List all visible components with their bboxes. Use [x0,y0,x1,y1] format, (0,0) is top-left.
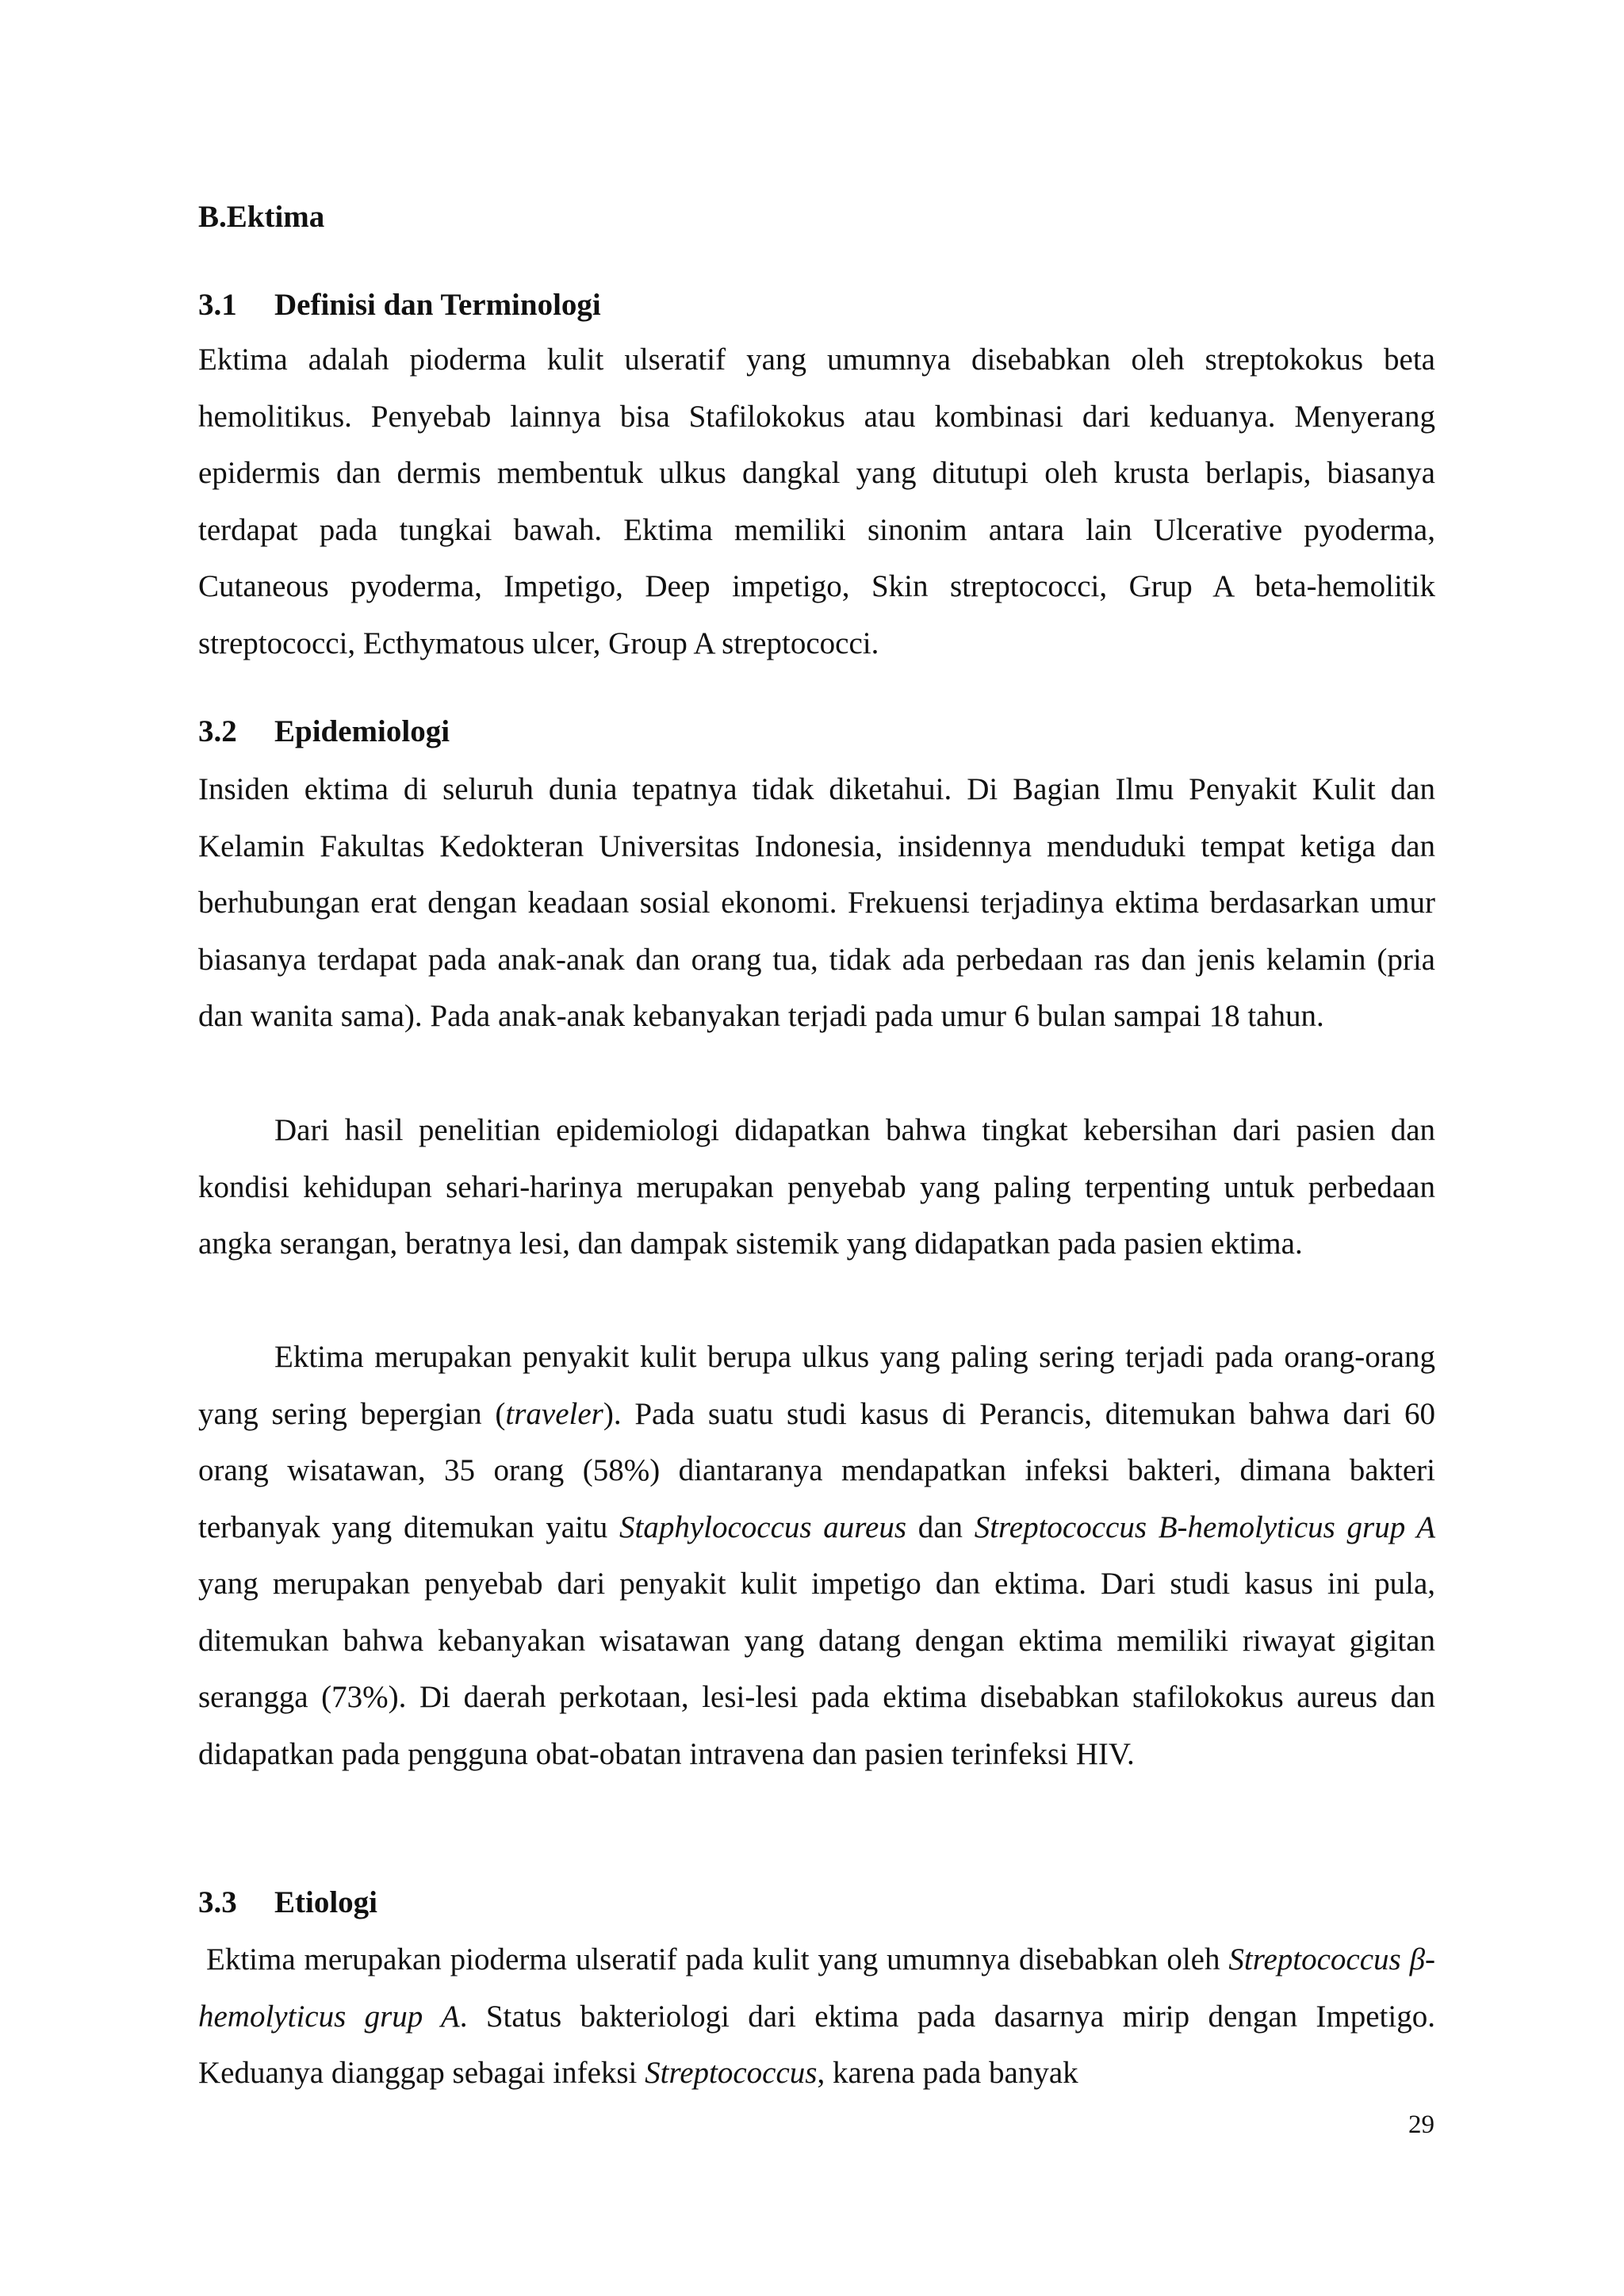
paragraph-definisi: Ektima adalah pioderma kulit ulseratif yang umumnya disebabkan oleh streptokokus beta hemolitikus. Penyebab lainnya bisa Stafilokokus atau kombinasi dari keduanya. Menyerang epidermis dan dermis membentuk ulkus dangkal yang ditutupi oleh krusta berlapis, biasanya terdapat pada tungkai bawah. Ektima memiliki sinonim antara lain Ulcerative pyoderma, Cutaneous pyoderma, Impetigo, Deep impetigo, Skin streptococci, Grup A beta-hemolitik streptococci, Ecthymatous ulcer, Group A streptococci. [198,342,1435,660]
text-run: , karena pada banyak [817,2056,1078,2090]
section-title: Etiologi [274,1885,378,1919]
italic-term: Streptococcus [645,2056,818,2090]
document-title: B.Ektima [198,200,325,234]
section-title: Epidemiologi [274,714,450,748]
text-run: . Status bakteriologi dari ektima pada dasarnya mirip dengan Impetigo. Keduanya dianggap sebagai infeksi [198,1999,1435,2090]
italic-term: Streptococcus β-hemolyticus grup A [198,1942,1435,2034]
text-run: dan [906,1510,975,1544]
text-run: Ektima merupakan pioderma ulseratif pada kulit yang umumnya disebabkan oleh [206,1942,1229,1976]
section-number: 3.2 [198,714,237,748]
italic-term: Staphylococcus aureus [619,1510,906,1544]
section-title: Definisi dan Terminologi [274,288,601,322]
section-heading-definisi [198,281,601,329]
section-heading-epidemiologi [198,708,450,756]
section-number: 3.1 [198,288,237,322]
text-run: yang merupakan penyebab dari penyakit kulit impetigo dan ektima. Dari studi kasus ini pula, ditemukan bahwa kebanyakan wisatawan yang datang dengan ektima memiliki riwayat gigitan serangga (73%). Di daerah perkotaan, lesi-lesi pada ektima disebabkan stafilokokus aureus dan didapatkan pada pengguna obat-obatan intravena dan pasien terinfeksi HIV. [198,1567,1435,1771]
paragraph-epidemiologi-1: Insiden ektima di seluruh dunia tepatnya tidak diketahui. Di Bagian Ilmu Penyakit Kulit dan Kelamin Fakultas Kedokteran Universitas Indonesia, insidennya menduduki tempat ketiga dan berhubungan erat dengan keadaan sosial ekonomi. Frekuensi terjadinya ektima berdasarkan umur biasanya terdapat pada anak-anak dan orang tua, tidak ada perbedaan ras dan jenis kelamin (pria dan wanita sama). Pada anak-anak kebanyakan terjadi pada umur 6 bulan sampai 18 tahun. [198,772,1435,1033]
paragraph-epidemiologi-2: Dari hasil penelitian epidemiologi didapatkan bahwa tingkat kebersihan dari pasien dan kondisi kehidupan sehari-harinya merupakan penyebab yang paling terpenting untuk perbedaan angka serangan, beratnya lesi, dan dampak sistemik yang didapatkan pada pasien ektima. [198,1113,1435,1261]
section-heading-etiologi [198,1879,377,1927]
text-run: Ektima merupakan penyakit kulit berupa ulkus yang paling sering terjadi pada orang-orang yang sering bepergian ( [198,1340,1435,1431]
section-number: 3.3 [198,1885,237,1919]
page-number: 29 [1408,2110,1434,2139]
italic-term: traveler [505,1396,603,1431]
paragraph-epidemiologi-3 [198,1329,1435,1782]
text-run: ). Pada suatu studi kasus di Perancis, ditemukan bahwa dari 60 orang wisatawan, 35 orang (58%) diantaranya mendapatkan infeksi bakteri, dimana bakteri terbanyak yang ditemukan yaitu [198,1396,1435,1544]
italic-term: Streptococcus B-hemolyticus grup A [974,1510,1436,1544]
paragraph-etiologi-1 [198,1931,1435,2102]
